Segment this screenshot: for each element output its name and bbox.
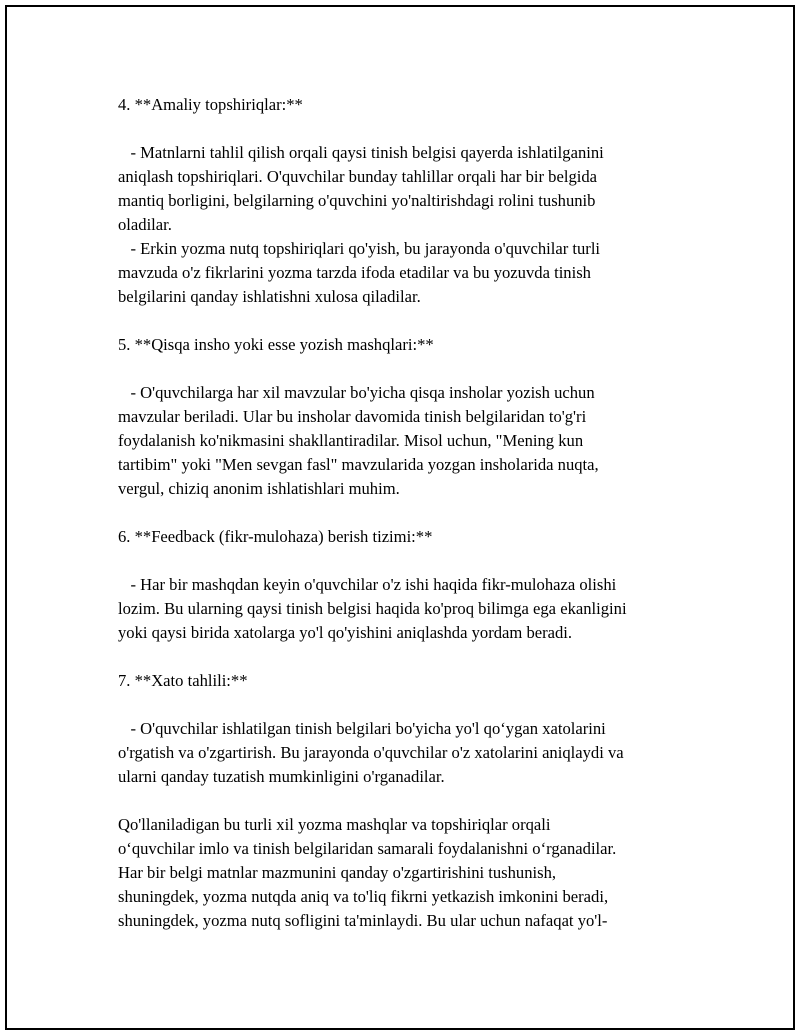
text-line: oladilar. bbox=[118, 215, 172, 234]
text-line: mantiq borligini, belgilarning o'quvchini yo'naltirishdagi rolini tushunib bbox=[118, 191, 596, 210]
text-line: - O'quvchilarga har xil mavzular bo'yicha qisqa insholar yozish uchun bbox=[118, 383, 595, 402]
text-line: tartibim" yoki "Men sevgan fasl" mavzularida yozgan insholarida nuqta, bbox=[118, 455, 599, 474]
text-line: - Har bir mashqdan keyin o'quvchilar o'z ishi haqida fikr-mulohaza olishi bbox=[118, 575, 617, 594]
blank-line bbox=[118, 309, 718, 333]
text-line: vergul, chiziq anonim ishlatishlari muhim. bbox=[118, 479, 400, 498]
blank-line bbox=[118, 693, 718, 717]
text-line: aniqlash topshiriqlari. O'quvchilar bunday tahlillar orqali har bir belgida bbox=[118, 167, 598, 186]
text-line: - Erkin yozma nutq topshiriqlari qo'yish, bu jarayonda o'quvchilar turli bbox=[118, 239, 601, 258]
document-body bbox=[118, 93, 718, 933]
blank-line bbox=[118, 357, 718, 381]
section-5-heading: 5. **Qisqa insho yoki esse yozish mashqlari:** bbox=[118, 335, 434, 354]
blank-line bbox=[118, 549, 718, 573]
blank-line bbox=[118, 117, 718, 141]
text-line: - O'quvchilar ishlatilgan tinish belgilari bo'yicha yo'l qo‘ygan xatolarini bbox=[118, 719, 606, 738]
section-6-heading: 6. **Feedback (fikr-mulohaza) berish tizimi:** bbox=[118, 527, 433, 546]
text-line: foydalanish ko'nikmasini shakllantiradilar. Misol uchun, "Mening kun bbox=[118, 431, 584, 450]
text-line: mavzular beriladi. Ular bu insholar davomida tinish belgilaridan to'g'ri bbox=[118, 407, 587, 426]
text-line: belgilarini qanday ishlatishni xulosa qiladilar. bbox=[118, 287, 421, 306]
text-line: mavzuda o'z fikrlarini yozma tarzda ifoda etadilar va bu yozuvda tinish bbox=[118, 263, 591, 282]
text-line: ularni qanday tuzatish mumkinligini o'rganadilar. bbox=[118, 767, 445, 786]
text-line: shuningdek, yozma nutqda aniq va to'liq fikrni yetkazish imkonini beradi, bbox=[118, 887, 609, 906]
blank-line bbox=[118, 645, 718, 669]
text-line: - Matnlarni tahlil qilish orqali qaysi tinish belgisi qayerda ishlatilganini bbox=[118, 143, 604, 162]
section-7-heading: 7. **Xato tahlili:** bbox=[118, 671, 248, 690]
text-line: Har bir belgi matnlar mazmunini qanday o'zgartirishini tushunish, bbox=[118, 863, 557, 882]
text-line: o‘quvchilar imlo va tinish belgilaridan samarali foydalanishni o‘rganadilar. bbox=[118, 839, 617, 858]
text-line: o'rgatish va o'zgartirish. Bu jarayonda o'quvchilar o'z xatolarini aniqlaydi va bbox=[118, 743, 624, 762]
section-4-heading: 4. **Amaliy topshiriqlar:** bbox=[118, 95, 303, 114]
text-line: lozim. Bu ularning qaysi tinish belgisi haqida ko'proq bilimga ega ekanligini bbox=[118, 599, 627, 618]
text-line: Qo'llaniladigan bu turli xil yozma mashqlar va topshiriqlar orqali bbox=[118, 815, 551, 834]
text-line: shuningdek, yozma nutq sofligini ta'minlaydi. Bu ular uchun nafaqat yo'l- bbox=[118, 911, 608, 930]
blank-line bbox=[118, 789, 718, 813]
text-line: yoki qaysi birida xatolarga yo'l qo'yishini aniqlashda yordam beradi. bbox=[118, 623, 573, 642]
blank-line bbox=[118, 501, 718, 525]
